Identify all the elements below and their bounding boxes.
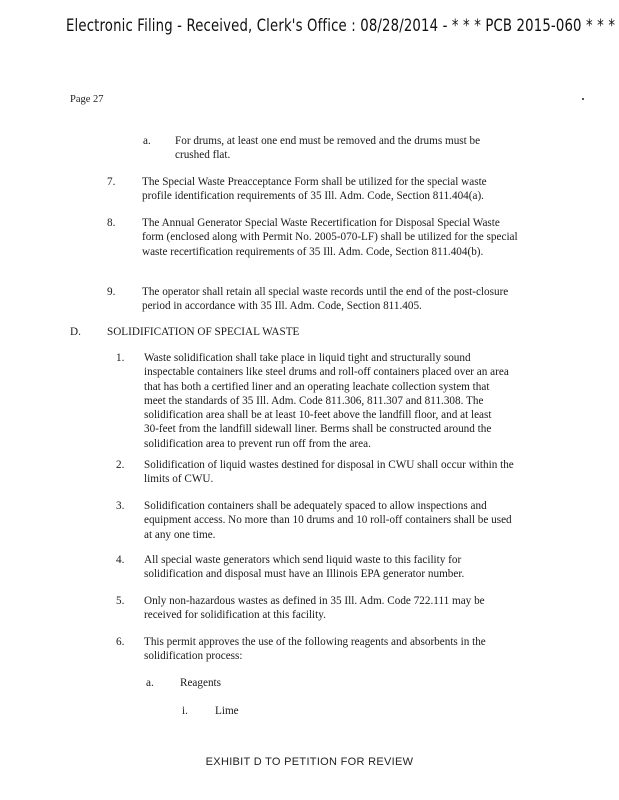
item-8-marker: 8. [107,217,116,229]
page-number: Page 27 [70,94,104,105]
section-d-marker: D. [70,326,81,338]
section-item-6-marker: 6. [116,636,125,648]
section-item-1-marker: 1. [116,352,125,364]
exhibit-footer: EXHIBIT D TO PETITION FOR REVIEW [205,756,414,768]
filing-stamp: Electronic Filing - Received, Clerk's Office : 08/28/2014 - * * * PCB 2015-060 * * * [66,16,616,36]
item-8-text: The Annual Generator Special Waste Recertification for Disposal Special Waste form (enclosed along with Permit No. 2005-070-LF) shall be utilized for the special waste recertification requirements of 35 Ill. Adm. Code, Section 811.404(b). [142,217,518,258]
section-item-4-text: All special waste generators which send liquid waste to this facility for solidification and disposal must have an Illinois EPA generator number. [144,554,465,581]
item-7-text: The Special Waste Preacceptance Form shall be utilized for the special waste profile identification requirements of 35 Ill. Adm. Code, Section 811.404(a). [142,176,487,203]
section-item-6-text: This permit approves the use of the following reagents and absorbents in the solidification process: [144,636,486,663]
section-item-2-marker: 2. [116,459,125,471]
item-9-marker: 9. [107,286,116,298]
section-item-5-marker: 5. [116,595,125,607]
section-item-3-marker: 3. [116,500,125,512]
section-d-title: SOLIDIFICATION OF SPECIAL WASTE [107,326,300,338]
section-item-4-marker: 4. [116,554,125,566]
sub-item-a-marker: a. [146,677,154,689]
section-item-2-text: Solidification of liquid wastes destined for disposal in CWU shall occur within the limits of CWU. [144,459,514,486]
sub-sub-item-i-text: Lime [215,705,239,717]
item-a-text: For drums, at least one end must be removed and the drums must be crushed flat. [175,135,481,162]
item-a-marker: a. [143,135,151,147]
item-7-marker: 7. [107,176,116,188]
sub-sub-item-i-marker: i. [182,705,188,717]
sub-item-a-text: Reagents [180,677,222,689]
section-item-3-text: Solidification containers shall be adequately spaced to allow inspections and equipment access. No more than 10 drums and 10 roll-off containers shall be used at any one time. [144,500,512,541]
item-9-text: The operator shall retain all special waste records until the end of the post-closure period in accordance with 35 Ill. Adm. Code, Section 811.405. [142,286,509,313]
scan-speck [582,98,584,100]
section-item-5-text: Only non-hazardous wastes as defined in 35 Ill. Adm. Code 722.111 may be received for solidification at this facility. [144,595,485,622]
section-item-1-text: Waste solidification shall take place in liquid tight and structurally sound inspectable containers like steel drums and roll-off containers placed over an area that has both a certified liner and an operating leachate collection system that meet the standards of 35 Ill. Adm. Code 811.306, 811.307 and 811.308. The solidification area shall be at least 10-feet above the landfill floor, and at least 30-feet from the landfill sidewall liner. Berms shall be constructed around the solidification area to prevent run off from the area. [144,352,509,450]
